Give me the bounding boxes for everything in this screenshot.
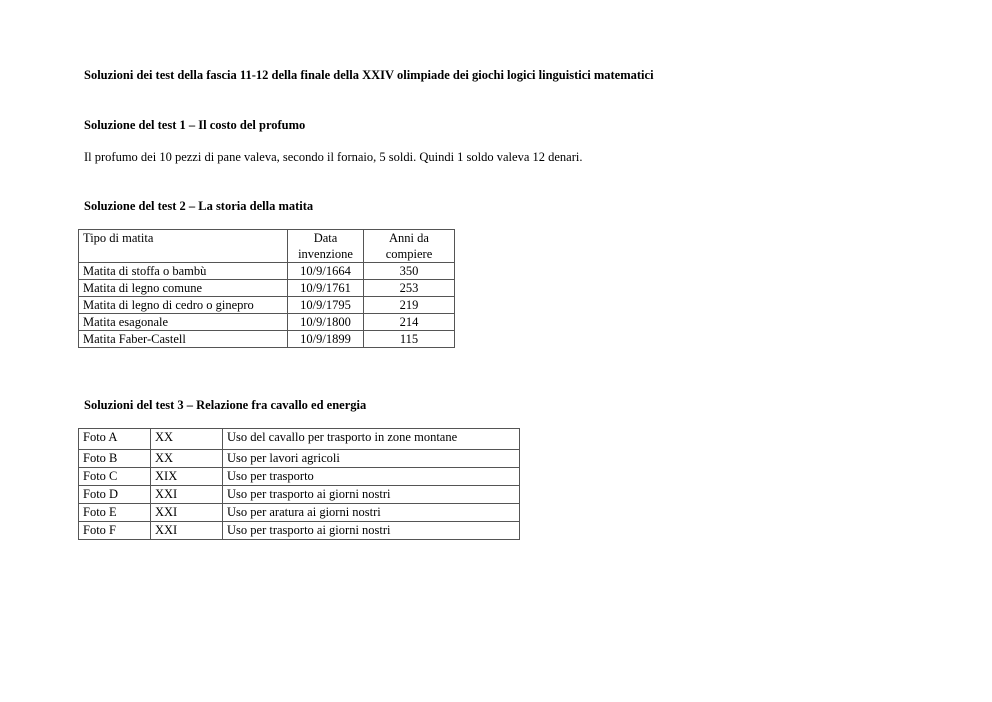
test2-heading: Soluzione del test 2 – La storia della matita [84,199,314,213]
years-cell: 214 [364,314,455,331]
century-cell: XX [151,429,223,450]
document-title: Soluzioni dei test della fascia 11-12 della finale della XXIV olimpiade dei giochi logici linguistici matematici [84,68,654,82]
photo-cell: Foto B [79,450,151,468]
photo-cell: Foto C [79,468,151,486]
pencil-type-cell: Matita di legno di cedro o ginepro [79,297,288,314]
header-pencil-type: Tipo di matita [79,230,288,263]
table-row [79,331,455,348]
horse-energy-table [78,428,520,540]
photo-cell: Foto F [79,522,151,540]
use-cell: Uso del cavallo per trasporto in zone montane [223,429,520,450]
test3-heading: Soluzioni del test 3 – Relazione fra cavallo ed energia [84,398,367,412]
use-cell: Uso per trasporto ai giorni nostri [223,522,520,540]
pencil-type-cell: Matita esagonale [79,314,288,331]
header-invention-date: Data invenzione [288,230,364,263]
years-cell: 253 [364,280,455,297]
table-row [79,450,520,468]
photo-cell: Foto E [79,504,151,522]
century-cell: XXI [151,504,223,522]
pencil-type-cell: Matita di legno comune [79,280,288,297]
test1-heading: Soluzione del test 1 – Il costo del profumo [84,118,306,132]
photo-cell: Foto A [79,429,151,450]
table-header-row [79,230,455,263]
use-cell: Uso per trasporto [223,468,520,486]
use-cell: Uso per lavori agricoli [223,450,520,468]
table-row [79,314,455,331]
table-row [79,486,520,504]
use-cell: Uso per trasporto ai giorni nostri [223,486,520,504]
invention-date-cell: 10/9/1800 [288,314,364,331]
invention-date-cell: 10/9/1899 [288,331,364,348]
pencil-type-cell: Matita di stoffa o bambù [79,263,288,280]
invention-date-cell: 10/9/1664 [288,263,364,280]
use-cell: Uso per aratura ai giorni nostri [223,504,520,522]
years-cell: 115 [364,331,455,348]
century-cell: XX [151,450,223,468]
century-cell: XXI [151,522,223,540]
table-row [79,263,455,280]
table-row [79,468,520,486]
century-cell: XXI [151,486,223,504]
table-row [79,504,520,522]
century-cell: XIX [151,468,223,486]
test1-solution-text: Il profumo dei 10 pezzi di pane valeva, secondo il fornaio, 5 soldi. Quindi 1 soldo valeva 12 denari. [84,150,583,164]
years-cell: 350 [364,263,455,280]
photo-cell: Foto D [79,486,151,504]
pencil-type-cell: Matita Faber-Castell [79,331,288,348]
table-row [79,522,520,540]
years-cell: 219 [364,297,455,314]
invention-date-cell: 10/9/1795 [288,297,364,314]
table-row [79,429,520,450]
table-row [79,297,455,314]
table-row [79,280,455,297]
pencil-history-table [78,229,455,348]
invention-date-cell: 10/9/1761 [288,280,364,297]
header-years-to-complete: Anni da compiere [364,230,455,263]
